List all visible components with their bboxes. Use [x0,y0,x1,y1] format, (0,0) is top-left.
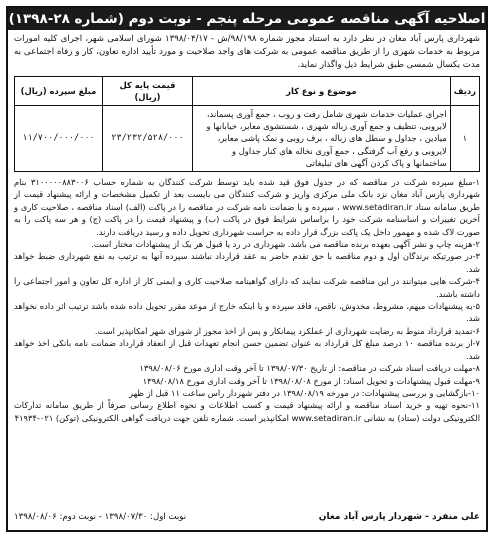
condition-item: ۷-از برنده مناقصه ۱۰ درصد مبلغ کل قرارداد به عنوان تضمین حسن انجام تعهدات قبل از انعقاد قرارداد ضمانت نامه بانکی اخذ خواهد شد. [14,338,480,361]
condition-item: ۳-در صورتیکه برندگان اول و دوم مناقصه با حق تقدم حاضر به عقد قرارداد نباشند سپرده آنها به ترتیب به نفع شهرداری ضبط خواهد شد. [14,251,480,274]
header-row-number: ردیف [450,77,479,106]
header-base-price: قیمت پایه کل (ریال) [103,77,193,106]
intro-paragraph: شهرداری پارس آباد مغان در نظر دارد به استناد مجوز شماره ۹۸/۱۹۸/ش - ۱۳۹۸/۰۴/۱۷ شورای اسلامی شهر، اجرای کلیه امورات مربوط به خدمات شهری را از طریق مناقصه عمومی به شرکت های واجد صلاحیت و مورد تأیید اداره تعاون، کار و رفاه اجتماعی به مدت یکسال شمسی طبق شرایط ذیل واگذار نماید. [14,34,480,70]
header-subject: موضوع و نوع کار [193,77,451,106]
base-price-cell: ۲۳/۲۳۲/۵۲۸/۰۰۰ [103,106,193,172]
row-number-cell: ۱ [450,106,479,172]
header-deposit: مبلغ سپرده (ریال) [15,77,103,106]
condition-item: ۸-مهلت دریافت اسناد شرکت در مناقصه: از تاریخ ۱۳۹۸/۰۷/۳۰ تا آخر وقت اداری مورخ ۱۳۹۸/۰۸/۰۶ [139,363,480,374]
notice-footer [14,508,480,526]
signature: علی منفرد - شهردار پارس آباد مغان [318,512,480,522]
publish-dates: نوبت اول: ۱۳۹۸/۰۷/۳۰ - نوبت دوم: ۱۳۹۸/۰۸/۰۶ [14,512,187,522]
conditions-list [8,176,486,424]
condition-item: ۹-مهلت قبول پیشنهادات و تحویل اسناد: از مورخ ۱۳۹۸/۰۸/۰۸ تا آخر وقت اداری مورخ ۱۳۹۸/۰۸/۱۸ [142,375,480,386]
deposit-cell: ۱۱/۷۰۰/۰۰۰/۰۰۰ [15,106,103,172]
condition-item: ۶-تمدید قرارداد منوط به رضایت شهرداری از عملکرد پیمانکار و پس از اخذ مجوز از شورای شهر امکانپذیر است. [94,325,480,336]
condition-item: ۴-شرکت هایی میتوانند در این مناقصه شرکت نمایند که دارای گواهینامه صلاحیت کاری و ایمنی کار از اداره کل تعاون و امور اجتماعی را داشته باشند. [14,276,480,299]
condition-item: ۱۰-بازگشایی و بررسی پیشنهادات: در مورخه ۱۳۹۸/۰۸/۱۹ در دفتر شهردار راس ساعت ۱۱ قبل از ظهر [129,387,480,398]
condition-item: ۱-مبلغ سپرده شرکت در مناقصه که در جدول فوق قید شده باید توسط شرکت کنندگان به شماره حساب ۳۱۰۰۰۰۰۸۸۳۰۰۶ بنام شهرداری پارس آباد مغان نزد بانک ملی مرکزی واریز و شرکت کنندگان می بایست بعد از تکمیل مشخصات و ارائه پیشنهاد قیمت از طریق سامانه ستاد www.setadiran.ir ، سپرده و یا ضمانت نامه شرکت در مناقصه را در پاکت (الف) اسناد مناقصه ، صلاحیت کاری و آخرین تغییرات و اساسنامه شرکت خود را براساس شرایط فوق در پاکت (ب) و پیشنهاد قیمت را در پاکت (ج) و هر سه پاکت را به صورت لاک شده و مهمور داخل یک پاکت بزرگ قرار داده به حراست شهرداری تحویل داده و رسید دریافت دارند. [14,177,480,237]
condition-item: ۲-هزینه چاپ و نشر آگهی بعهده برنده مناقصه می باشد. شهرداری در رد یا قبول هر یک از پیشنهادات مختار است. [91,239,480,250]
table-header-row [15,77,480,106]
notice-title: اصلاحیه آگهی مناقصه عمومی مرحله پنجم - نوبت دوم (شماره ۲۸-۱۳۹۸) [8,8,486,30]
condition-item: ۱۱-نحوه تهیه و خرید اسناد مناقصه و ارائه پیشنهاد قیمت و کسب اطلاعات و نحوه اطلاع رسانی صرفاً از طریق سامانه تدارکات الکترونیکی دولت (ستاد) به نشانی www.setadiran.ir امکانپذیر است. شماره تلفن جهت دریافت گواهی الکترونیکی (توکن) ۰۲۱-۴۱۹۳۴ [14,400,480,423]
notice-frame [6,6,488,532]
tender-table [14,76,480,172]
subject-cell: اجرای عملیات خدمات شهری شامل رفت و روب ، جمع آوری پسماند، لایروبی، تنظیف و جمع آوری زباله شهری ، شستشوی معابر، خیابانها و میادین ، جداول و سطل های زباله ، برف روبی و نمک پاشی معابر، لایروبی و رفع آب گرفتگی ، جمع آوری نخاله های کنار جداول و ساختمانها و پاک کردن آگهی های تبلیغاتی [193,106,451,172]
condition-item: ۵-به پیشنهادات مبهم، مشروط، مخدوش، ناقص، فاقد سپرده و یا اینکه خارج از موعد مقرر تحویل داده شده باشد ترتیب اثر داده نخواهد شد. [14,301,480,324]
table-row [15,106,480,172]
